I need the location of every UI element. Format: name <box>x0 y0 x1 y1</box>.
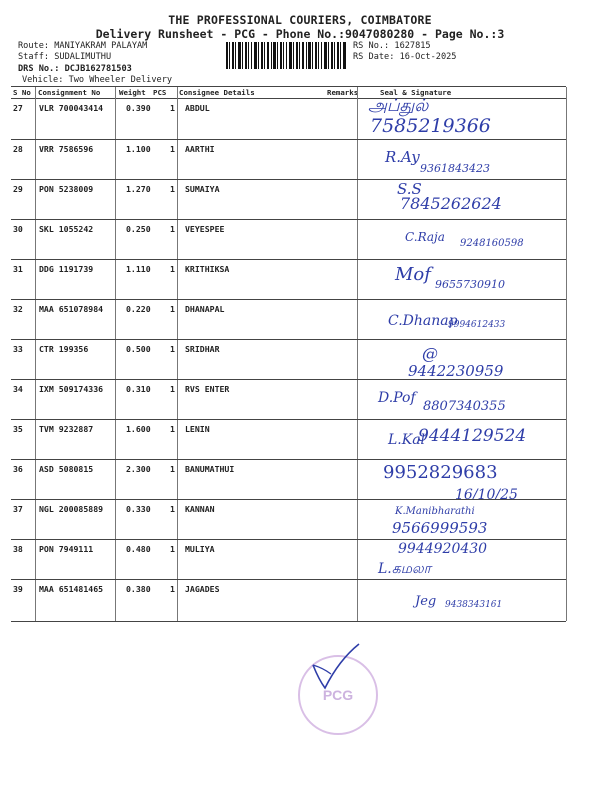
row-weight: 0.220 <box>126 304 151 314</box>
col-divider <box>35 87 36 621</box>
row-signature-phone: 9655730910 <box>435 278 505 291</box>
row-signature-phone: 9566999593 <box>392 519 488 537</box>
row-signature: D.Pof <box>378 390 416 406</box>
row-pcs: 1 <box>170 544 175 554</box>
row-pcs: 1 <box>170 184 175 194</box>
row-pcs: 1 <box>170 384 175 394</box>
row-consignee: RVS ENTER <box>185 384 230 394</box>
row-weight: 1.100 <box>126 144 151 154</box>
row-consignee: SUMAIYA <box>185 184 220 194</box>
row-signature: L.Kal <box>388 432 426 448</box>
row-consignment: SKL 1055242 <box>39 224 94 234</box>
row-pcs: 1 <box>170 464 175 474</box>
col-header-remarks: Remarks <box>327 88 359 97</box>
row-consignment: PON 7949111 <box>39 544 94 554</box>
row-sno: 35 <box>13 424 23 434</box>
row-consignee: JAGADES <box>185 584 220 594</box>
row-sno: 36 <box>13 464 23 474</box>
row-consignee: KANNAN <box>185 504 215 514</box>
row-sno: 28 <box>13 144 23 154</box>
row-consignment: CTR 199356 <box>39 344 89 354</box>
row-pcs: 1 <box>170 144 175 154</box>
row-signature-phone: 9444129524 <box>418 426 527 446</box>
row-divider <box>11 219 566 220</box>
row-signature-date: 16/10/25 <box>455 487 518 503</box>
row-weight: 0.390 <box>126 103 151 113</box>
row-consignee: SRIDHAR <box>185 344 220 354</box>
row-pcs: 1 <box>170 264 175 274</box>
row-signature: C.Dhanap <box>388 313 458 329</box>
row-pcs: 1 <box>170 224 175 234</box>
row-consignment: IXM 509174336 <box>39 384 104 394</box>
row-consignee: KRITHIKSA <box>185 264 230 274</box>
row-signature-phone: 9438343161 <box>445 600 503 610</box>
row-sno: 39 <box>13 584 23 594</box>
row-consignee: LENIN <box>185 424 210 434</box>
company-title: THE PROFESSIONAL COURIERS, COIMBATORE <box>168 13 432 27</box>
row-signature-phone: 9944920430 <box>398 541 488 557</box>
row-signature-phone: 9442230959 <box>408 362 504 380</box>
row-signature: அப்துல் <box>368 96 429 116</box>
row-sno: 29 <box>13 184 23 194</box>
row-weight: 0.480 <box>126 544 151 554</box>
row-divider <box>11 139 566 140</box>
row-weight: 0.500 <box>126 344 151 354</box>
col-divider <box>177 87 178 621</box>
row-pcs: 1 <box>170 344 175 354</box>
row-consignment: VLR 700043414 <box>39 103 104 113</box>
row-weight: 0.250 <box>126 224 151 234</box>
row-consignment: DDG 1191739 <box>39 264 94 274</box>
row-signature: Mof <box>395 264 431 285</box>
row-divider <box>11 379 566 380</box>
col-header-sno: S No <box>13 88 31 97</box>
rs-date: RS Date: 16-Oct-2025 <box>353 52 457 62</box>
row-weight: 0.310 <box>126 384 151 394</box>
check-mark-icon <box>305 640 365 700</box>
rs-number: RS No.: 1627815 <box>353 41 431 51</box>
row-sno: 27 <box>13 103 23 113</box>
row-consignment: MAA 651078984 <box>39 304 104 314</box>
row-pcs: 1 <box>170 584 175 594</box>
staff-label: Staff: SUDALIMUTHU <box>18 52 112 62</box>
row-consignment: NGL 200085889 <box>39 504 104 514</box>
row-consignee: VEYESPEE <box>185 224 225 234</box>
barcode-image <box>226 42 346 69</box>
row-consignee: ABDUL <box>185 103 210 113</box>
row-signature-phone: 8807340355 <box>423 399 506 414</box>
table-header-rule <box>11 98 566 99</box>
row-sno: 33 <box>13 344 23 354</box>
row-weight: 1.110 <box>126 264 151 274</box>
row-pcs: 1 <box>170 103 175 113</box>
row-weight: 0.330 <box>126 504 151 514</box>
route-label: Route: MANIYAKRAM PALAYAM <box>18 41 148 51</box>
row-consignment: MAA 651481465 <box>39 584 104 594</box>
col-header-seal: Seal & Signature <box>380 88 452 97</box>
row-signature-phone: 9994612433 <box>448 320 506 330</box>
row-divider <box>11 419 566 420</box>
row-consignment: PON 5238009 <box>39 184 94 194</box>
row-signature: R.Ay <box>385 148 420 166</box>
row-weight: 1.270 <box>126 184 151 194</box>
row-divider <box>11 579 566 580</box>
row-pcs: 1 <box>170 424 175 434</box>
row-consignee: MULIYA <box>185 544 215 554</box>
row-divider <box>11 339 566 340</box>
row-sno: 38 <box>13 544 23 554</box>
row-pcs: 1 <box>170 504 175 514</box>
row-pcs: 1 <box>170 304 175 314</box>
row-signature: 9952829683 <box>383 462 498 483</box>
row-signature: @ <box>422 344 438 363</box>
row-consignment: VRR 7586596 <box>39 144 94 154</box>
col-divider <box>357 87 358 621</box>
row-signature: S.S <box>397 180 422 198</box>
row-weight: 2.300 <box>126 464 151 474</box>
row-signature-phone: 9248160598 <box>460 238 524 249</box>
row-divider <box>11 299 566 300</box>
row-signature: Jeg <box>415 594 437 609</box>
col-divider <box>115 87 116 621</box>
col-header-weight: Weight <box>119 88 146 97</box>
row-consignee: DHANAPAL <box>185 304 225 314</box>
row-divider <box>11 259 566 260</box>
row-signature: K.Manibharathi <box>395 506 475 517</box>
row-sno: 34 <box>13 384 23 394</box>
row-signature: C.Raja <box>405 230 445 244</box>
col-header-consignment: Consignment No <box>38 88 101 97</box>
table-bottom-rule <box>11 621 566 622</box>
row-consignee: BANUMATHUI <box>185 464 235 474</box>
row-signature-phone: 7845262624 <box>400 194 502 213</box>
row-weight: 0.380 <box>126 584 151 594</box>
runsheet-subtitle: Delivery Runsheet - PCG - Phone No.:9047080280 - Page No.:3 <box>95 27 505 41</box>
drs-number: DRS No.: DCJB162781503 <box>18 64 132 74</box>
col-divider <box>566 87 567 621</box>
row-consignee: AARTHI <box>185 144 215 154</box>
vehicle-label: Vehicle: Two Wheeler Delivery <box>22 75 173 85</box>
row-weight: 1.600 <box>126 424 151 434</box>
row-sno: 37 <box>13 504 23 514</box>
row-divider <box>11 539 566 540</box>
row-signature-phone: 7585219366 <box>370 115 491 137</box>
row-sno: 30 <box>13 224 23 234</box>
row-divider <box>11 499 566 500</box>
row-divider <box>11 179 566 180</box>
table-top-rule <box>11 86 566 87</box>
row-consignment: TVM 9232887 <box>39 424 94 434</box>
row-signature: L.கமலா <box>378 561 431 577</box>
row-signature-phone: 9361843423 <box>420 162 490 175</box>
row-divider <box>11 459 566 460</box>
row-consignment: ASD 5080815 <box>39 464 94 474</box>
stamp-text: PCG <box>322 687 354 703</box>
col-header-consignee: Consignee Details <box>179 88 255 97</box>
col-header-pcs: PCS <box>153 88 167 97</box>
row-sno: 32 <box>13 304 23 314</box>
row-sno: 31 <box>13 264 23 274</box>
